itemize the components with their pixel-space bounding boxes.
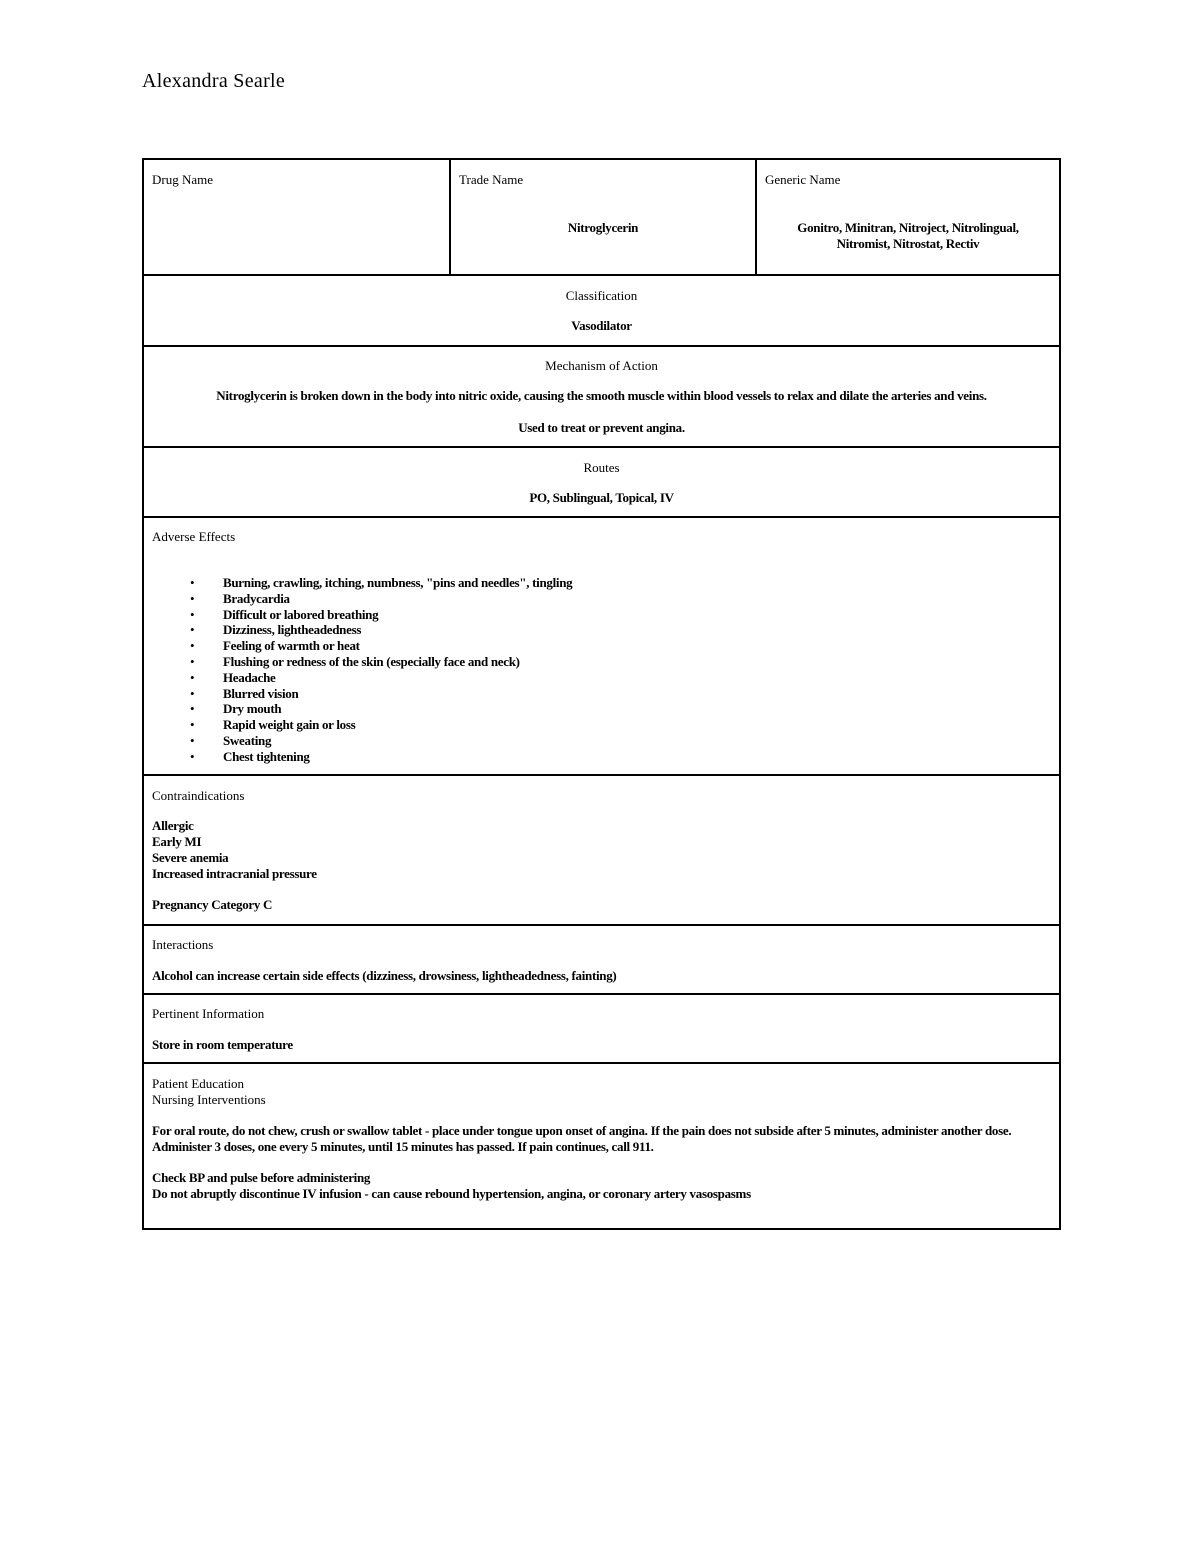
mechanism-text: Nitroglycerin is broken down in the body into nitric oxide, causing the smooth muscle within blood vessels to relax and dilate the arteries and veins. bbox=[216, 388, 987, 403]
list-item: • Blurred vision bbox=[152, 686, 1051, 702]
generic-name-value bbox=[765, 220, 1051, 252]
list-item: • Chest tightening bbox=[152, 749, 1051, 765]
list-item: • Feeling of warmth or heat bbox=[152, 638, 1051, 654]
generic-name-cell bbox=[755, 160, 1059, 274]
list-item: • Rapid weight gain or loss bbox=[152, 717, 1051, 733]
education-line-1: Check BP and pulse before administering bbox=[152, 1170, 371, 1185]
list-item: Increased intracranial pressure bbox=[152, 866, 317, 881]
contraindications-list bbox=[152, 818, 1051, 882]
drug-name-label: Drug Name bbox=[152, 172, 214, 187]
routes-label: Routes bbox=[583, 460, 620, 475]
drug-card bbox=[142, 158, 1061, 1230]
list-item: • Bradycardia bbox=[152, 591, 1051, 607]
routes-row bbox=[144, 448, 1059, 518]
mechanism-use: Used to treat or prevent angina. bbox=[518, 420, 685, 435]
trade-name-label: Trade Name bbox=[459, 172, 524, 187]
name-row bbox=[144, 160, 1059, 276]
contraindications-row bbox=[144, 776, 1059, 926]
interactions-row bbox=[144, 926, 1059, 995]
routes-value: PO, Sublingual, Topical, IV bbox=[529, 490, 674, 505]
classification-value: Vasodilator bbox=[571, 318, 632, 333]
list-item: Allergic bbox=[152, 818, 194, 833]
nursing-interventions-label: Nursing Interventions bbox=[152, 1092, 266, 1107]
generic-name-line-2: Nitromist, Nitrostat, Rectiv bbox=[836, 236, 980, 251]
author-name: Alexandra Searle bbox=[142, 70, 286, 92]
drug-name-cell bbox=[144, 160, 449, 274]
interactions-label: Interactions bbox=[152, 937, 214, 952]
classification-row bbox=[144, 276, 1059, 347]
generic-name-label: Generic Name bbox=[765, 172, 841, 187]
pregnancy-category: Pregnancy Category C bbox=[152, 897, 273, 912]
adverse-effects-row bbox=[144, 518, 1059, 776]
patient-education-label: Patient Education bbox=[152, 1076, 245, 1091]
mechanism-row bbox=[144, 347, 1059, 448]
list-item: • Difficult or labored breathing bbox=[152, 607, 1051, 623]
pertinent-info-value: Store in room temperature bbox=[152, 1037, 293, 1052]
adverse-effects-label: Adverse Effects bbox=[152, 529, 236, 544]
mechanism-label: Mechanism of Action bbox=[545, 358, 658, 373]
generic-name-line-1: Gonitro, Minitran, Nitroject, Nitrolingual, bbox=[797, 220, 1019, 235]
list-item: Severe anemia bbox=[152, 850, 229, 865]
pertinent-info-label: Pertinent Information bbox=[152, 1006, 265, 1021]
list-item: Early MI bbox=[152, 834, 202, 849]
pertinent-info-row bbox=[144, 995, 1059, 1064]
list-item: • Flushing or redness of the skin (especially face and neck) bbox=[152, 654, 1051, 670]
adverse-effects-list bbox=[152, 575, 1051, 765]
education-line-2: Do not abruptly discontinue IV infusion - can cause rebound hypertension, angina, or coronary artery vasospasms bbox=[152, 1186, 751, 1201]
education-paragraph: For oral route, do not chew, crush or swallow tablet - place under tongue upon onset of angina. If the pain does not subside after 5 minutes, administer another dose. Administer 3 doses, one every 5 minutes, until 15 minutes has passed. If pain continues, call 911. bbox=[152, 1123, 1012, 1154]
trade-name-cell bbox=[449, 160, 755, 274]
interactions-value: Alcohol can increase certain side effects (dizziness, drowsiness, lightheadedness, fainting) bbox=[152, 968, 617, 983]
list-item: • Dry mouth bbox=[152, 701, 1051, 717]
list-item: • Burning, crawling, itching, numbness, "pins and needles", tingling bbox=[152, 575, 1051, 591]
education-row bbox=[144, 1064, 1059, 1228]
list-item: • Dizziness, lightheadedness bbox=[152, 622, 1051, 638]
list-item: • Sweating bbox=[152, 733, 1051, 749]
contraindications-label: Contraindications bbox=[152, 788, 245, 803]
list-item: • Headache bbox=[152, 670, 1051, 686]
trade-name-value: Nitroglycerin bbox=[567, 220, 639, 235]
classification-label: Classification bbox=[565, 288, 638, 303]
